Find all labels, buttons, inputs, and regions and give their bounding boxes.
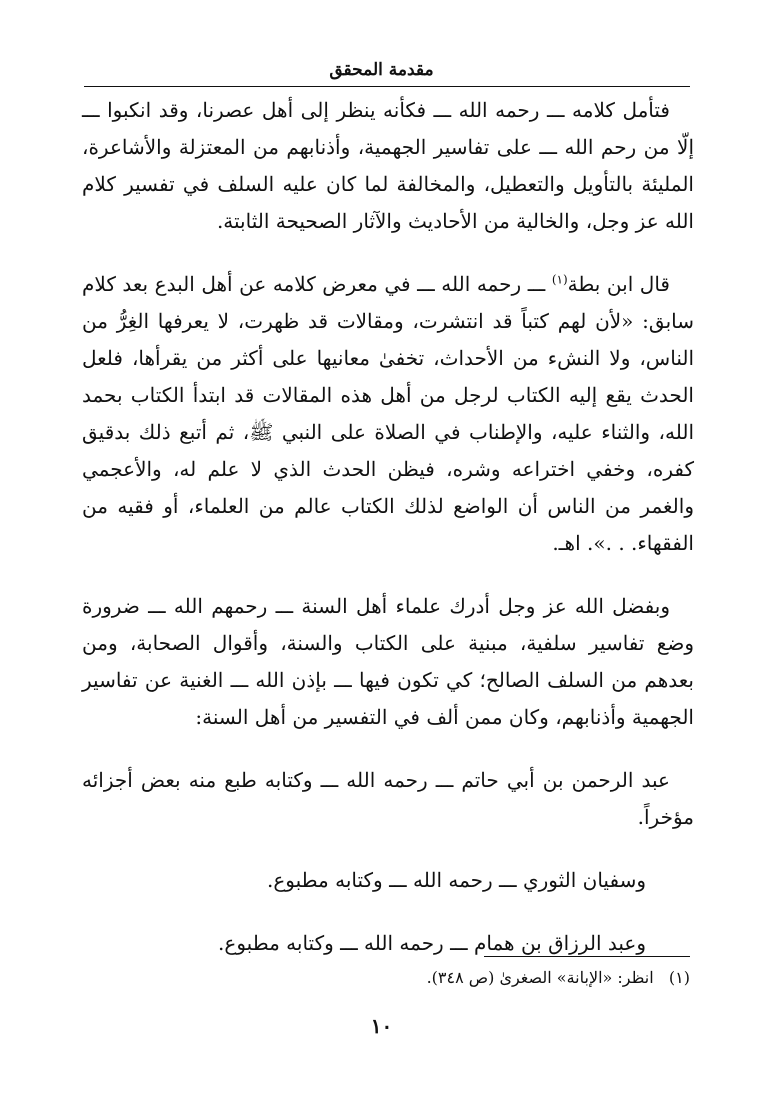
paragraph-gap [82,836,694,862]
footnote [84,966,690,990]
footnote-text: انظر: «الإبانة» الصغرىٰ (ص ٣٤٨). [426,968,654,987]
paragraph-gap [82,240,694,266]
paragraph-gap [82,562,694,588]
page-body [82,92,694,962]
paragraph-3: وبفضل الله عز وجل أدرك علماء أهل السنة ـــ رحمهم الله ـــ ضرورة وضع تفاسير سلفية، مبنية على الكتاب والسنة، وأقوال الصحابة، ومن بعدهم من السلف الصالح؛ كي تكون فيها ـــ بإذن الله ـــ الغنية عن تفاسير الجهمية وأذنابهم، وكان ممن ألف في التفسير من أهل السنة: [82,594,694,729]
running-header-title: مقدمة المحقق [329,60,434,80]
paragraph-2-lead: قال ابن بطة [567,272,670,296]
header-rule [84,86,690,87]
page-number: ١٠ [370,1014,393,1038]
list-item-abd-al-razzaq: وعبد الرزاق بن همام ـــ رحمه الله ـــ وكتابه مطبوع. [218,931,646,955]
paragraph-gap [82,899,694,925]
paragraph-2-ibn-batta-quote [82,266,694,562]
footnote-marker: (١) [668,968,690,987]
footnote-rule [484,956,690,957]
paragraph-2-rest: ـــ رحمه الله ـــ في معرض كلامه عن أهل البدع بعد كلام سابق: «لأن لهم كتباً قد انتشرت، ومقالات قد ظهرت، لا يعرفها الغِرُّ من الناس، ولا النشء من الأحداث، تخفىٰ معانيها على أكثر من يقرأها، فلعل الحدث يقع إليه الكتاب لرجل من أهل هذه المقالات قد ابتدأ الكتاب بحمد الله، والثناء عليه، والإطناب في الصلاة على النبي ﷺ، ثم أتبع ذلك بدقيق كفره، وخفي اختراعه وشره، فيظن الحدث الذي لا علم له، والأعجمي والغمر من الناس أن الواضع لذلك الكتاب عالم من العلماء، أو فقيه من الفقهاء. . .». اهـ. [82,272,695,555]
list-item-sufyan-thawri: وسفيان الثوري ـــ رحمه الله ـــ وكتابه مطبوع. [266,868,646,892]
list-item-ibn-abi-hatim: عبد الرحمن بن أبي حاتم ـــ رحمه الله ـــ وكتابه طبع منه بعض أجزائه مؤخراً. [82,768,694,829]
paragraph-1: فتأمل كلامه ـــ رحمه الله ـــ فكأنه ينظر إلى أهل عصرنا، وقد انكبوا ـــ إلّا من رحم الله ـــ على تفاسير الجهمية، وأذنابهم من المعتزلة والأشاعرة، المليئة بالتأويل والتعطيل، والمخالفة لما كان عليه السلف في تفسير كلام الله عز وجل، والخالية من الأحاديث والآثار الصحيحة الثابتة. [82,98,694,233]
paragraph-gap [82,736,694,762]
footnote-reference[interactable]: (١) [551,272,568,287]
